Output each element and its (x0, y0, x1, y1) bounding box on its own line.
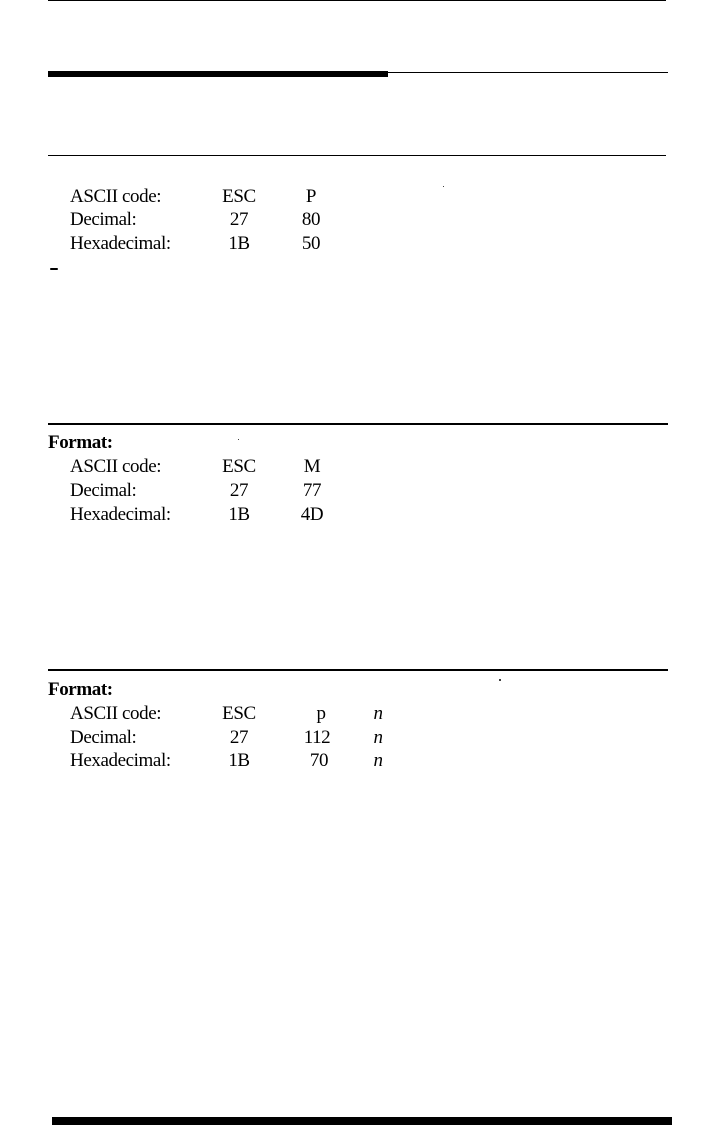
decimal-label: Decimal: (70, 727, 137, 748)
hexadecimal-value: 1B (228, 233, 250, 254)
heading-rule-thin (388, 72, 668, 73)
hexadecimal-label: Hexadecimal: (70, 750, 171, 771)
parameter-n: n (373, 750, 383, 771)
section-1-rule (48, 155, 666, 156)
decimal-value: 27 (229, 480, 249, 501)
parameter-n: n (373, 727, 383, 748)
margin-mark (50, 268, 58, 270)
parameter-n: n (373, 703, 383, 724)
hexadecimal-value: 70 (309, 750, 329, 771)
format-label: Format: (48, 679, 113, 700)
hexadecimal-value: 50 (301, 233, 321, 254)
decimal-label: Decimal: (70, 480, 137, 501)
ascii-code-value: p (316, 703, 326, 724)
format-label: Format: (48, 432, 113, 453)
ascii-code-value: ESC (222, 186, 256, 207)
top-rule (48, 0, 666, 1)
decimal-value: 112 (303, 727, 331, 748)
hexadecimal-value: 4D (300, 504, 324, 525)
ascii-code-label: ASCII code: (70, 186, 162, 207)
speck (499, 679, 501, 681)
decimal-value: 27 (229, 209, 249, 230)
decimal-value: 77 (302, 480, 322, 501)
hexadecimal-label: Hexadecimal: (70, 233, 171, 254)
decimal-label: Decimal: (70, 209, 137, 230)
ascii-code-label: ASCII code: (70, 703, 162, 724)
hexadecimal-value: 1B (228, 504, 250, 525)
ascii-code-value: ESC (222, 703, 256, 724)
ascii-code-value: P (305, 186, 317, 207)
heading-rule-thick (48, 71, 388, 77)
decimal-value: 80 (301, 209, 321, 230)
ascii-code-label: ASCII code: (70, 456, 162, 477)
section-2-rule (48, 423, 668, 425)
speck (443, 186, 444, 187)
hexadecimal-label: Hexadecimal: (70, 504, 171, 525)
section-3-rule (48, 669, 668, 671)
hexadecimal-value: 1B (228, 750, 250, 771)
speck (238, 439, 239, 440)
decimal-value: 27 (229, 727, 249, 748)
ascii-code-value: M (303, 456, 321, 477)
bottom-rule (52, 1117, 672, 1125)
ascii-code-value: ESC (222, 456, 256, 477)
